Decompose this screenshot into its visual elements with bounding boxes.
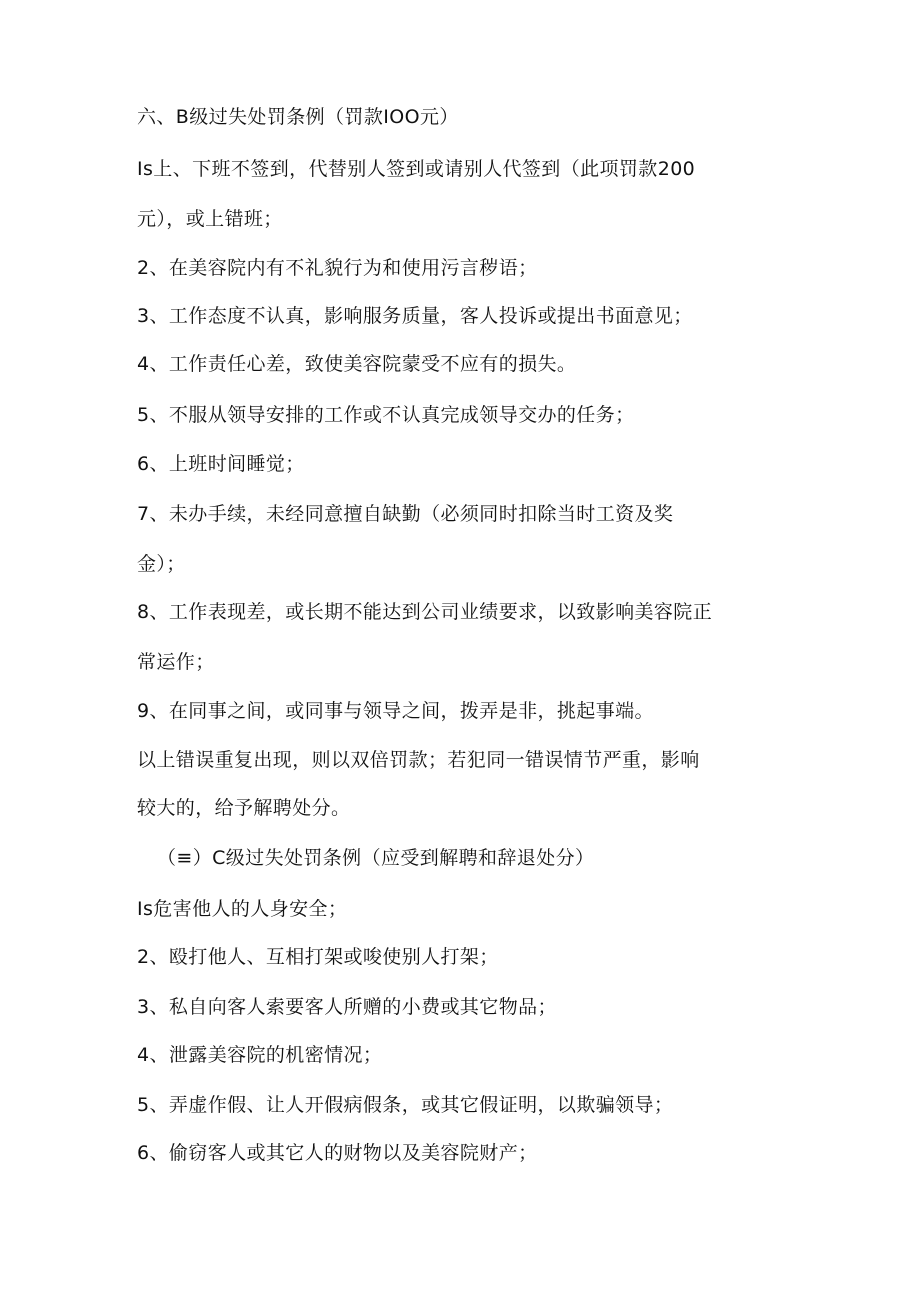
rule-b-3: 3、工作态度不认真，影响服务质量，客人投诉或提出书面意见； bbox=[137, 305, 693, 327]
rule-b-7-line-2: 金）； bbox=[137, 553, 186, 575]
rule-c-4: 4、泄露美容院的机密情况； bbox=[137, 1044, 383, 1066]
rule-b-5: 5、不服从领导安排的工作或不认真完成领导交办的任务； bbox=[137, 404, 635, 426]
section-heading-c-level: （≡）C级过失处罚条例（应受到解聘和辞退处分） bbox=[157, 847, 595, 869]
rule-b-9: 9、在同事之间，或同事与领导之间，拨弄是非，挑起事端。 bbox=[137, 700, 654, 722]
rule-b-1-line-2: 元），或上错班； bbox=[137, 208, 283, 230]
rule-c-3: 3、私自向客人索要客人所赠的小费或其它物品； bbox=[137, 996, 557, 1018]
repeat-note-line-1: 以上错误重复出现，则以双倍罚款；若犯同一错误情节严重，影响 bbox=[137, 749, 700, 771]
rule-b-4: 4、工作责任心差，致使美容院蒙受不应有的损失。 bbox=[137, 353, 577, 375]
rule-b-7-line-1: 7、未办手续，未经同意擅自缺勤（必须同时扣除当时工资及奖 bbox=[137, 503, 674, 525]
rule-c-6: 6、偷窃客人或其它人的财物以及美容院财产； bbox=[137, 1142, 538, 1164]
rule-c-5: 5、弄虚作假、让人开假病假条，或其它假证明，以欺骗领导； bbox=[137, 1094, 674, 1116]
rule-b-8-line-2: 常运作； bbox=[137, 651, 215, 673]
rule-b-2: 2、在美容院内有不礼貌行为和使用污言秽语； bbox=[137, 257, 538, 279]
rule-c-1: Is危害他人的人身安全； bbox=[137, 898, 348, 920]
rule-b-8-line-1: 8、工作表现差，或长期不能达到公司业绩要求，以致影响美容院正 bbox=[137, 601, 713, 623]
repeat-note-line-2: 较大的，给予解聘处分。 bbox=[137, 797, 351, 819]
section-heading-b-level: 六、B级过失处罚条例（罚款IOO元） bbox=[137, 106, 459, 128]
rule-b-1-line-1: Is上、下班不签到，代替别人签到或请别人代签到（此项罚款200 bbox=[137, 158, 696, 180]
rule-b-6: 6、上班时间睡觉； bbox=[137, 453, 305, 475]
rule-c-2: 2、殴打他人、互相打架或唆使别人打架； bbox=[137, 946, 499, 968]
